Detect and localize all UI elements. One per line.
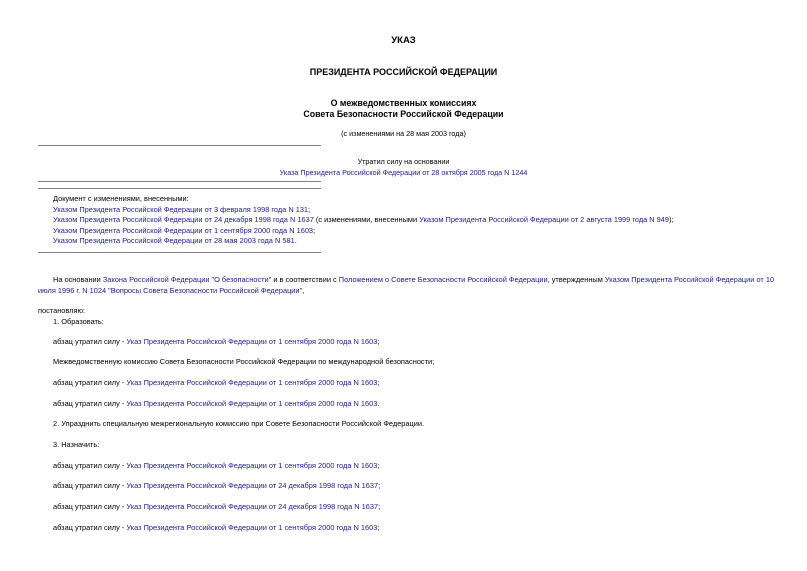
amendment-nested-link[interactable]: Указом Президента Российской Федерации от 2 августа 1999 года N 949	[419, 215, 670, 224]
amendment-item: Указом Президента Российской Федерации от 1 сентября 2000 года N 1603;	[53, 226, 316, 235]
repealed-para: абзац утратил силу - Указ Президента Российской Федерации от 24 декабря 1998 года N 1637;	[53, 481, 381, 490]
repeal-ref-link[interactable]: Указ Президента Российской Федерации от 1 сентября 2000 года N 1603	[126, 378, 378, 387]
clause-3: 3. Назначить:	[53, 440, 100, 449]
amendment-link[interactable]: Указом Президента Российской Федерации от 24 декабря 1998 года N 1637	[53, 215, 314, 224]
repeal-text: Утратил силу на основании	[357, 157, 450, 166]
repealed-para: абзац утратил силу - Указ Президента Российской Федерации от 1 сентября 2000 года N 1603;	[53, 378, 380, 387]
preamble-line2: июля 1996 г. N 1024 "Вопросы Совета Безопасности Российской Федерации",	[38, 286, 305, 295]
doc-issuer: ПРЕЗИДЕНТА РОССИЙСКОЙ ФЕДЕРАЦИИ	[309, 67, 498, 77]
divider	[38, 252, 321, 253]
repeal-ref-link[interactable]: Указ Президента Российской Федерации от 1 сентября 2000 года N 1603	[126, 399, 378, 408]
repeal-ref-link[interactable]: Указ Президента Российской Федерации от 1 сентября 2000 года N 1603	[126, 523, 378, 532]
security-law-link[interactable]: Закона Российской Федерации "О безопасности"	[102, 275, 272, 284]
amendment-link[interactable]: Указом Президента Российской Федерации от 3 февраля 1998 года N 131	[53, 205, 309, 214]
repeal-ref-link[interactable]: Указ Президента Российской Федерации от 1 сентября 2000 года N 1603	[126, 337, 378, 346]
repeal-link[interactable]: Указа Президента Российской Федерации от 28 октября 2005 года N 1244	[279, 168, 528, 177]
amendment-item: Указом Президента Российской Федерации от 3 февраля 1998 года N 131;	[53, 205, 311, 214]
repealed-para: абзац утратил силу - Указ Президента Российской Федерации от 1 сентября 2000 года N 1603.	[53, 399, 380, 408]
doc-subject-line2: Совета Безопасности Российской Федерации	[303, 109, 504, 119]
doc-revision: (с изменениями на 28 мая 2003 года)	[341, 129, 466, 138]
amendment-link[interactable]: Указом Президента Российской Федерации от 1 сентября 2000 года N 1603	[53, 226, 314, 235]
decree-1024-link[interactable]: Указом Президента Российской Федерации от 10	[604, 275, 775, 284]
divider	[38, 188, 321, 189]
repealed-para: абзац утратил силу - Указ Президента Российской Федерации от 1 сентября 2000 года N 1603;	[53, 461, 380, 470]
repeal-ref-link[interactable]: Указ Президента Российской Федерации от 1 сентября 2000 года N 1603	[126, 461, 378, 470]
council-regulation-link[interactable]: Положением о Совете Безопасности Российской Федерации	[338, 275, 548, 284]
clause-1: 1. Образовать:	[53, 317, 104, 326]
amendment-item: Указом Президента Российской Федерации от 24 декабря 1998 года N 1637 (с изменениями, внесенными Указом Президента Российской Федерации от 2 августа 1999 года N 949);	[53, 215, 674, 224]
clause-2: 2. Упразднить специальную межрегиональную комиссию при Совете Безопасности Российской Федерации.	[53, 419, 425, 428]
doc-title: УКАЗ	[391, 35, 416, 46]
repeal-notice	[0, 168, 807, 178]
repealed-para: абзац утратил силу - Указ Президента Российской Федерации от 1 сентября 2000 года N 1603;	[53, 337, 380, 346]
divider	[38, 181, 321, 182]
repealed-para: абзац утратил силу - Указ Президента Российской Федерации от 24 декабря 1998 года N 1637;	[53, 502, 381, 511]
doc-subject-line1: О межведомственных комиссиях	[330, 98, 477, 108]
repeal-ref-link[interactable]: Указ Президента Российской Федерации от 24 декабря 1998 года N 1637	[126, 481, 379, 490]
preamble-line1: На основании Закона Российской Федерации "О безопасности" и в соответствии с Положением о Совете Безопасности Российской Федерации, утвержденным Указом Президента Российской Федерации от 10	[53, 275, 775, 284]
amendment-item: Указом Президента Российской Федерации от 28 мая 2003 года N 581.	[53, 236, 297, 245]
amendments-heading: Документ с изменениями, внесенными:	[53, 194, 189, 203]
commission-para: Межведомственную комиссию Совета Безопасности Российской Федерации по международной безопасности;	[53, 357, 435, 366]
decree-word: постановляю:	[38, 306, 86, 315]
amendment-link[interactable]: Указом Президента Российской Федерации от 28 мая 2003 года N 581	[53, 236, 295, 245]
decree-1024-link-cont[interactable]: июля 1996 г. N 1024 "Вопросы Совета Безопасности Российской Федерации"	[38, 286, 303, 295]
repeal-ref-link[interactable]: Указ Президента Российской Федерации от 24 декабря 1998 года N 1637	[126, 502, 379, 511]
divider	[38, 145, 321, 146]
repealed-para: абзац утратил силу - Указ Президента Российской Федерации от 1 сентября 2000 года N 1603;	[53, 523, 380, 532]
